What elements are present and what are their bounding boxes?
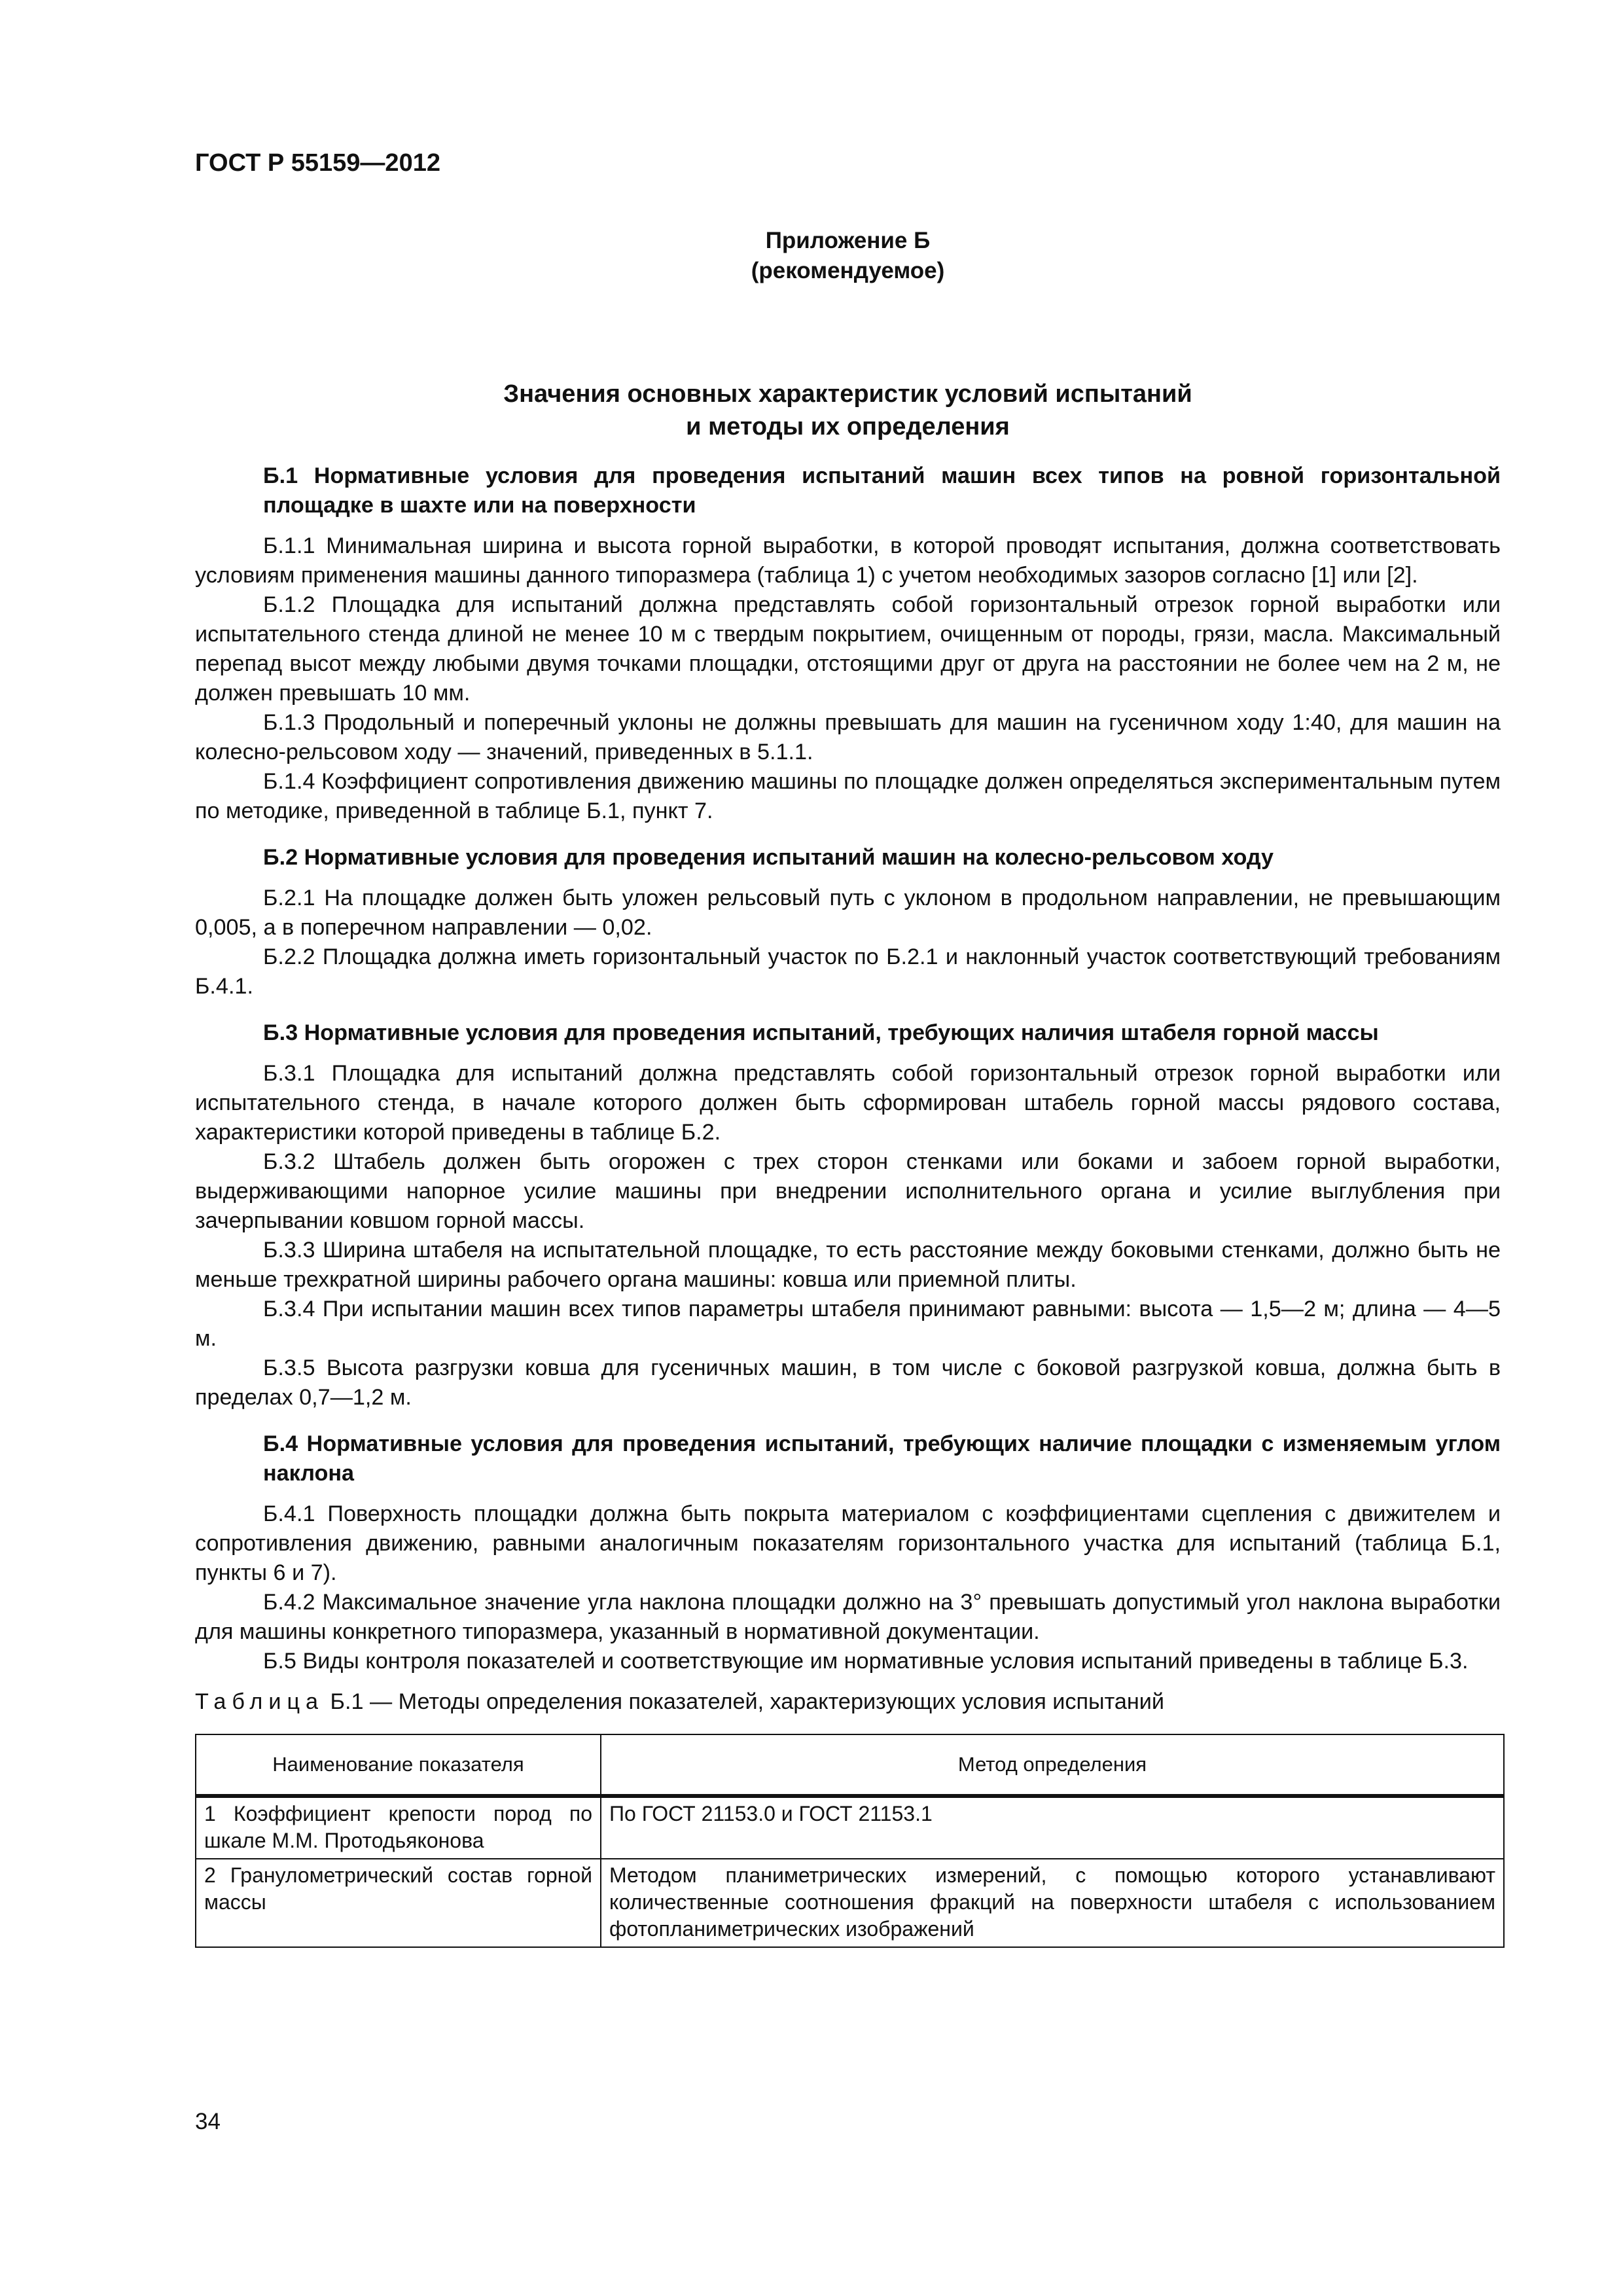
table-row	[196, 1796, 1504, 1859]
paragraph-b1-3: Б.1.3 Продольный и поперечный уклоны не должны превышать для машин на гусеничном ходу 1:40, для машин на колесно-рельсовом ходу — значений, приведенных в 5.1.1.	[195, 710, 1501, 764]
table-cell-method: Методом планиметрических измерений, с помощью которого устанавливают количественные соотношения фракций на поверхности штабеля с использованием фотопланиметрических изображений	[601, 1859, 1504, 1947]
paragraph-b3-4: Б.3.4 При испытании машин всех типов параметры штабеля принимают равными: высота — 1,5—2 м; длина — 4—5 м.	[195, 1297, 1501, 1351]
methods-table	[195, 1734, 1505, 1948]
paragraph-b4-2: Б.4.2 Максимальное значение угла наклона площадки должно на 3° превышать допустимый угол наклона выработки для машины конкретного типоразмера, указанный в нормативной документации.	[195, 1590, 1501, 1644]
document-code: ГОСТ Р 55159—2012	[195, 149, 440, 177]
annex-title-line2: и методы их определения	[686, 413, 1010, 440]
paragraph-b2-1: Б.2.1 На площадке должен быть уложен рельсовый путь с уклоном в продольном направлении, не превышающим 0,005, а в поперечном направлении — 0,02.	[195, 886, 1501, 940]
paragraph-b3-2: Б.3.2 Штабель должен быть огорожен с трех сторон стенками или боками и забоем горной выработки, выдерживающими напорное усилие машины при внедрении исполнительного органа и усилие выглубления при зачерпывании ковшом горной массы.	[195, 1149, 1501, 1233]
section-heading-b2: Б.2 Нормативные условия для проведения испытаний машин на колесно-рельсовом ходу	[263, 845, 1274, 870]
annex-status: (рекомендуемое)	[751, 258, 945, 283]
table-header-method: Метод определения	[601, 1734, 1504, 1796]
paragraph-b2-2: Б.2.2 Площадка должна иметь горизонтальный участок по Б.2.1 и наклонный участок соответствующий требованиям Б.4.1.	[195, 944, 1501, 999]
document-body	[195, 461, 1501, 1948]
table-cell-indicator: 2 Гранулометрический состав горной массы	[196, 1859, 601, 1947]
table-cell-indicator: 1 Коэффициент крепости пород по шкале М.М. Протодьяконова	[196, 1796, 601, 1859]
paragraph-b3-3: Б.3.3 Ширина штабеля на испытательной площадке, то есть расстояние между боковыми стенками, должно быть не меньше трехкратной ширины рабочего органа машины: ковша или приемной плиты.	[195, 1238, 1501, 1292]
table-cell-method: По ГОСТ 21153.0 и ГОСТ 21153.1	[601, 1796, 1504, 1859]
annex-label: Приложение Б	[765, 228, 931, 253]
paragraph-b1-1: Б.1.1 Минимальная ширина и высота горной выработки, в которой проводят испытания, должна соответствовать условиям применения машины данного типоразмера (таблица 1) с учетом необходимых зазоров согласно [1] или [2].	[195, 533, 1501, 588]
table-caption-text: Б.1 — Методы определения показателей, характеризующих условия испытаний	[330, 1689, 1164, 1714]
table-caption-word: Таблица	[195, 1689, 325, 1714]
section-heading-b3: Б.3 Нормативные условия для проведения испытаний, требующих наличия штабеля горной массы	[263, 1020, 1379, 1045]
paragraph-b3-1: Б.3.1 Площадка для испытаний должна представлять собой горизонтальный отрезок горной выработки или испытательного стенда, в начале которого должен быть сформирован штабель горной массы рядового состава, характеристики которой приведены в таблице Б.2.	[195, 1061, 1501, 1145]
table-header-row	[196, 1734, 1504, 1796]
table-header-indicator: Наименование показателя	[196, 1734, 601, 1796]
paragraph-b4-1: Б.4.1 Поверхность площадки должна быть покрыта материалом с коэффициентами сцепления с движителем и сопротивления движению, равными аналогичным показателям горизонтального участка для испытаний (таблица Б.1, пункты 6 и 7).	[195, 1501, 1501, 1585]
paragraph-b3-5: Б.3.5 Высота разгрузки ковша для гусеничных машин, в том числе с боковой разгрузкой ковша, должна быть в пределах 0,7—1,2 м.	[195, 1355, 1501, 1410]
annex-title-line1: Значения основных характеристик условий испытаний	[503, 380, 1192, 408]
section-heading-b1: Б.1 Нормативные условия для проведения испытаний машин всех типов на ровной горизонтальной площадке в шахте или на поверхности	[263, 463, 1501, 518]
paragraph-b1-4: Б.1.4 Коэффициент сопротивления движению машины по площадке должен определяться экспериментальным путем по методике, приведенной в таблице Б.1, пункт 7.	[195, 769, 1501, 823]
paragraph-b1-2: Б.1.2 Площадка для испытаний должна представлять собой горизонтальный отрезок горной выработки или испытательного стенда длиной не менее 10 м с твердым покрытием, очищенным от породы, грязи, масла. Максимальный перепад высот между любыми двумя точками площадки, отстоящими друг от друга на расстоянии не более чем на 2 м, не должен превышать 10 мм.	[195, 592, 1501, 706]
table-row	[196, 1859, 1504, 1947]
paragraph-b5: Б.5 Виды контроля показателей и соответствующие им нормативные условия испытаний приведены в таблице Б.3.	[263, 1649, 1469, 1674]
table-caption	[195, 1687, 1501, 1717]
page-number: 34	[195, 2109, 221, 2134]
section-heading-b4: Б.4 Нормативные условия для проведения испытаний, требующих наличие площадки с изменяемым углом наклона	[263, 1431, 1501, 1486]
